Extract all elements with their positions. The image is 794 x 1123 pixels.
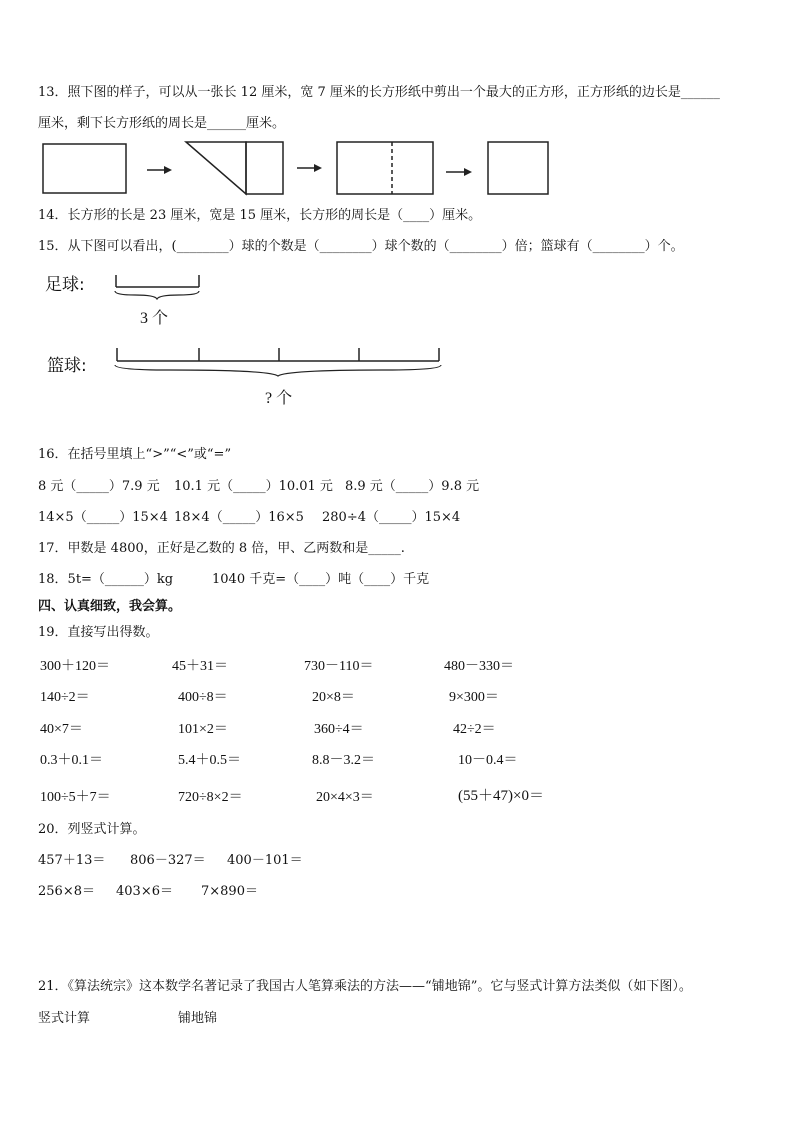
q20-expr: 400－101＝ bbox=[227, 853, 303, 868]
q19-expr: (55＋47)×0＝ bbox=[458, 788, 544, 804]
q19-expr: 40×7＝ bbox=[40, 722, 83, 737]
q16-item: 280÷4（_____）15×4 bbox=[322, 510, 461, 525]
q19-expr: 9×300＝ bbox=[449, 690, 499, 705]
q19-expr: 5.4＋0.5＝ bbox=[178, 753, 241, 768]
football-bar bbox=[110, 270, 210, 300]
q16-item: 18×4（_____）16×5 bbox=[174, 510, 304, 525]
figure-folded-strip bbox=[246, 142, 283, 194]
q13-figure bbox=[0, 136, 794, 202]
q16-title: 16．在括号里填上“>”“<”或“=” bbox=[38, 447, 232, 462]
figure-rectangle-original bbox=[43, 144, 126, 193]
basketball-label: 篮球: bbox=[47, 356, 87, 376]
q20-expr: 256×8＝ bbox=[38, 884, 95, 899]
q19-expr: 42÷2＝ bbox=[453, 722, 496, 737]
q21-text: 21．《算法统宗》这本数学名著记录了我国古人笔算乘法的方法——“铺地锦”。它与竖式计算方法类似（如下图）。 bbox=[38, 979, 692, 994]
q19-expr: 140÷2＝ bbox=[40, 690, 90, 705]
arrow-icon bbox=[164, 166, 172, 174]
q17-text: 17．甲数是 4800，正好是乙数的 8 倍，甲、乙两数和是_____. bbox=[38, 541, 405, 556]
arrow-icon bbox=[314, 164, 322, 172]
q19-expr: 45＋31＝ bbox=[172, 659, 228, 674]
figure-folded-triangle bbox=[186, 142, 246, 194]
q16-item: 8.9 元（_____）9.8 元 bbox=[345, 479, 480, 494]
football-brace bbox=[115, 291, 199, 299]
q20-expr: 7×890＝ bbox=[201, 884, 258, 899]
football-label: 足球: bbox=[45, 275, 85, 295]
q21-label-pudijin: 铺地锦 bbox=[178, 1011, 218, 1026]
q19-expr: 720÷8×2＝ bbox=[178, 790, 243, 805]
q16-item: 10.1 元（_____）10.01 元 bbox=[174, 479, 333, 494]
q20-expr: 457＋13＝ bbox=[38, 853, 106, 868]
q19-expr: 101×2＝ bbox=[178, 722, 228, 737]
q18-part1: 18．5t=（______）kg bbox=[38, 572, 174, 587]
q19-expr: 360÷4＝ bbox=[314, 722, 364, 737]
basketball-count: ? 个 bbox=[265, 390, 293, 407]
q19-expr: 400÷8＝ bbox=[178, 690, 228, 705]
football-count: 3 个 bbox=[140, 310, 169, 327]
q19-expr: 8.8－3.2＝ bbox=[312, 753, 375, 768]
q13-line2: 厘米，剩下长方形纸的周长是______厘米。 bbox=[38, 116, 286, 131]
arrow-icon bbox=[464, 168, 472, 176]
q16-item: 8 元（_____）7.9 元 bbox=[38, 479, 160, 494]
q15-text: 15．从下图可以看出，(________）球的个数是（________）球个数的（________）倍；篮球有（________）个。 bbox=[38, 239, 684, 254]
q19-expr: 480－330＝ bbox=[444, 659, 514, 674]
q19-expr: 20×8＝ bbox=[312, 690, 355, 705]
q20-expr: 806－327＝ bbox=[130, 853, 206, 868]
section-heading: 四、认真细致，我会算。 bbox=[38, 599, 182, 614]
q19-title: 19．直接写出得数。 bbox=[38, 625, 159, 640]
q19-expr: 0.3＋0.1＝ bbox=[40, 753, 103, 768]
basketball-brace bbox=[115, 365, 441, 376]
q20-expr: 403×6＝ bbox=[116, 884, 173, 899]
q18-part2: 1040 千克=（____）吨（____）千克 bbox=[212, 572, 430, 587]
q16-item: 14×5（_____）15×4 bbox=[38, 510, 168, 525]
q19-expr: 730－110＝ bbox=[304, 659, 374, 674]
q19-expr: 100÷5＋7＝ bbox=[40, 790, 111, 805]
q21-label-vertical: 竖式计算 bbox=[38, 1011, 91, 1026]
q19-expr: 10－0.4＝ bbox=[458, 753, 518, 768]
q19-expr: 20×4×3＝ bbox=[316, 790, 374, 805]
q14-text: 14．长方形的长是 23 厘米，宽是 15 厘米，长方形的周长是（____）厘米。 bbox=[38, 208, 482, 223]
figure-rectangle-dashed bbox=[337, 142, 433, 194]
q13-line1: 13．照下图的样子，可以从一张长 12 厘米，宽 7 厘米的长方形纸中剪出一个最大的正方形，正方形纸的边长是______ bbox=[38, 85, 720, 100]
q19-expr: 300＋120＝ bbox=[40, 659, 110, 674]
figure-square-result bbox=[488, 142, 548, 194]
basketball-bar bbox=[110, 344, 450, 384]
q20-title: 20．列竖式计算。 bbox=[38, 822, 146, 837]
